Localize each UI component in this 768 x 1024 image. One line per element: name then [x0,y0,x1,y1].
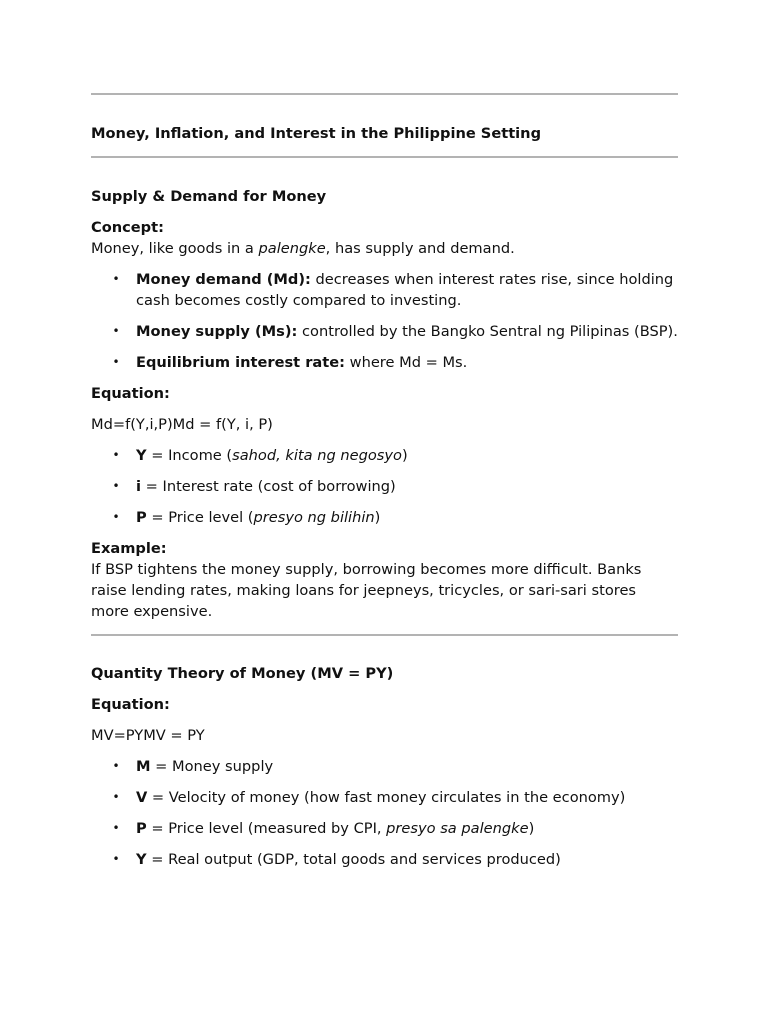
equation-variable-list [91,445,678,528]
list-item [91,445,678,466]
bullet-glyph: • [112,272,120,286]
bullet-glyph: • [112,759,120,773]
concept-text-pre: Money, like goods in a [91,240,259,257]
var-text: = Real output (GDP, total goods and services produced) [146,851,561,868]
var-symbol: P [136,509,147,526]
equation-money-demand: Md=f(Y,i,P)Md = f(Y, i, P) [91,416,273,433]
section-heading-quantity-theory: Quantity Theory of Money (MV = PY) [91,665,394,682]
list-item [91,476,678,497]
bullet-glyph: • [112,821,120,835]
bullet-bold: Money supply (Ms): [136,323,298,340]
concept-text [91,238,678,259]
quantity-variable-list [91,756,678,870]
list-item [91,352,678,373]
bullet-text: decreases when interest rates rise, since holding cash becomes costly compared to investing. [136,271,674,309]
var-symbol: V [136,789,148,806]
example-label: Example: [91,540,167,557]
bullet-glyph: • [112,790,120,804]
list-item [91,321,678,342]
bullet-glyph: • [112,479,120,493]
bullet-glyph: • [112,448,120,462]
var-text: = Income ( [146,447,233,464]
concept-text-em: palengke [258,240,326,257]
bullet-glyph: • [112,510,120,524]
var-text: = Price level (measured by CPI, [146,820,387,837]
equation-label: Equation: [91,696,170,713]
bullet-glyph: • [112,324,120,338]
var-text-em: presyo ng bilihin [253,509,375,526]
equation-quantity-theory: MV=PYMV = PY [91,727,205,744]
var-text: = Money supply [150,758,274,775]
bullet-text: where Md = Ms. [345,354,468,371]
var-symbol: Y [136,851,147,868]
var-text-post: ) [401,447,408,464]
bullet-bold: Money demand (Md): [136,271,311,288]
list-item [91,756,678,777]
var-text-em: presyo sa palengke [386,820,529,837]
concept-label: Concept: [91,219,164,236]
document-page [91,0,678,880]
var-symbol: i [136,478,142,495]
bullet-glyph: • [112,355,120,369]
var-text: = Price level ( [146,509,254,526]
equation-label: Equation: [91,385,170,402]
var-text-post: ) [374,509,381,526]
bullet-bold: Equilibrium interest rate: [136,354,345,371]
var-symbol: P [136,820,147,837]
example-text: If BSP tightens the money supply, borrowing becomes more difficult. Banks raise lending rates, making loans for jeepneys, tricycles, or sari-sari stores more expensive. [91,561,642,620]
var-text: = Interest rate (cost of borrowing) [141,478,396,495]
list-item [91,507,678,528]
var-symbol: M [136,758,151,775]
bullet-glyph: • [112,852,120,866]
var-text: = Velocity of money (how fast money circulates in the economy) [147,789,626,806]
var-symbol: Y [136,447,147,464]
list-item [91,818,678,839]
section-heading-supply-demand: Supply & Demand for Money [91,188,327,205]
var-text-em: sahod, kita ng negosyo [232,447,402,464]
bullet-text: controlled by the Bangko Sentral ng Pilipinas (BSP). [297,323,678,340]
list-item [91,849,678,870]
document-title: Money, Inflation, and Interest in the Philippine Setting [91,125,542,142]
money-bullet-list [91,269,678,373]
var-text-post: ) [528,820,535,837]
concept-text-post: , has supply and demand. [325,240,515,257]
list-item [91,787,678,808]
list-item [91,269,678,311]
